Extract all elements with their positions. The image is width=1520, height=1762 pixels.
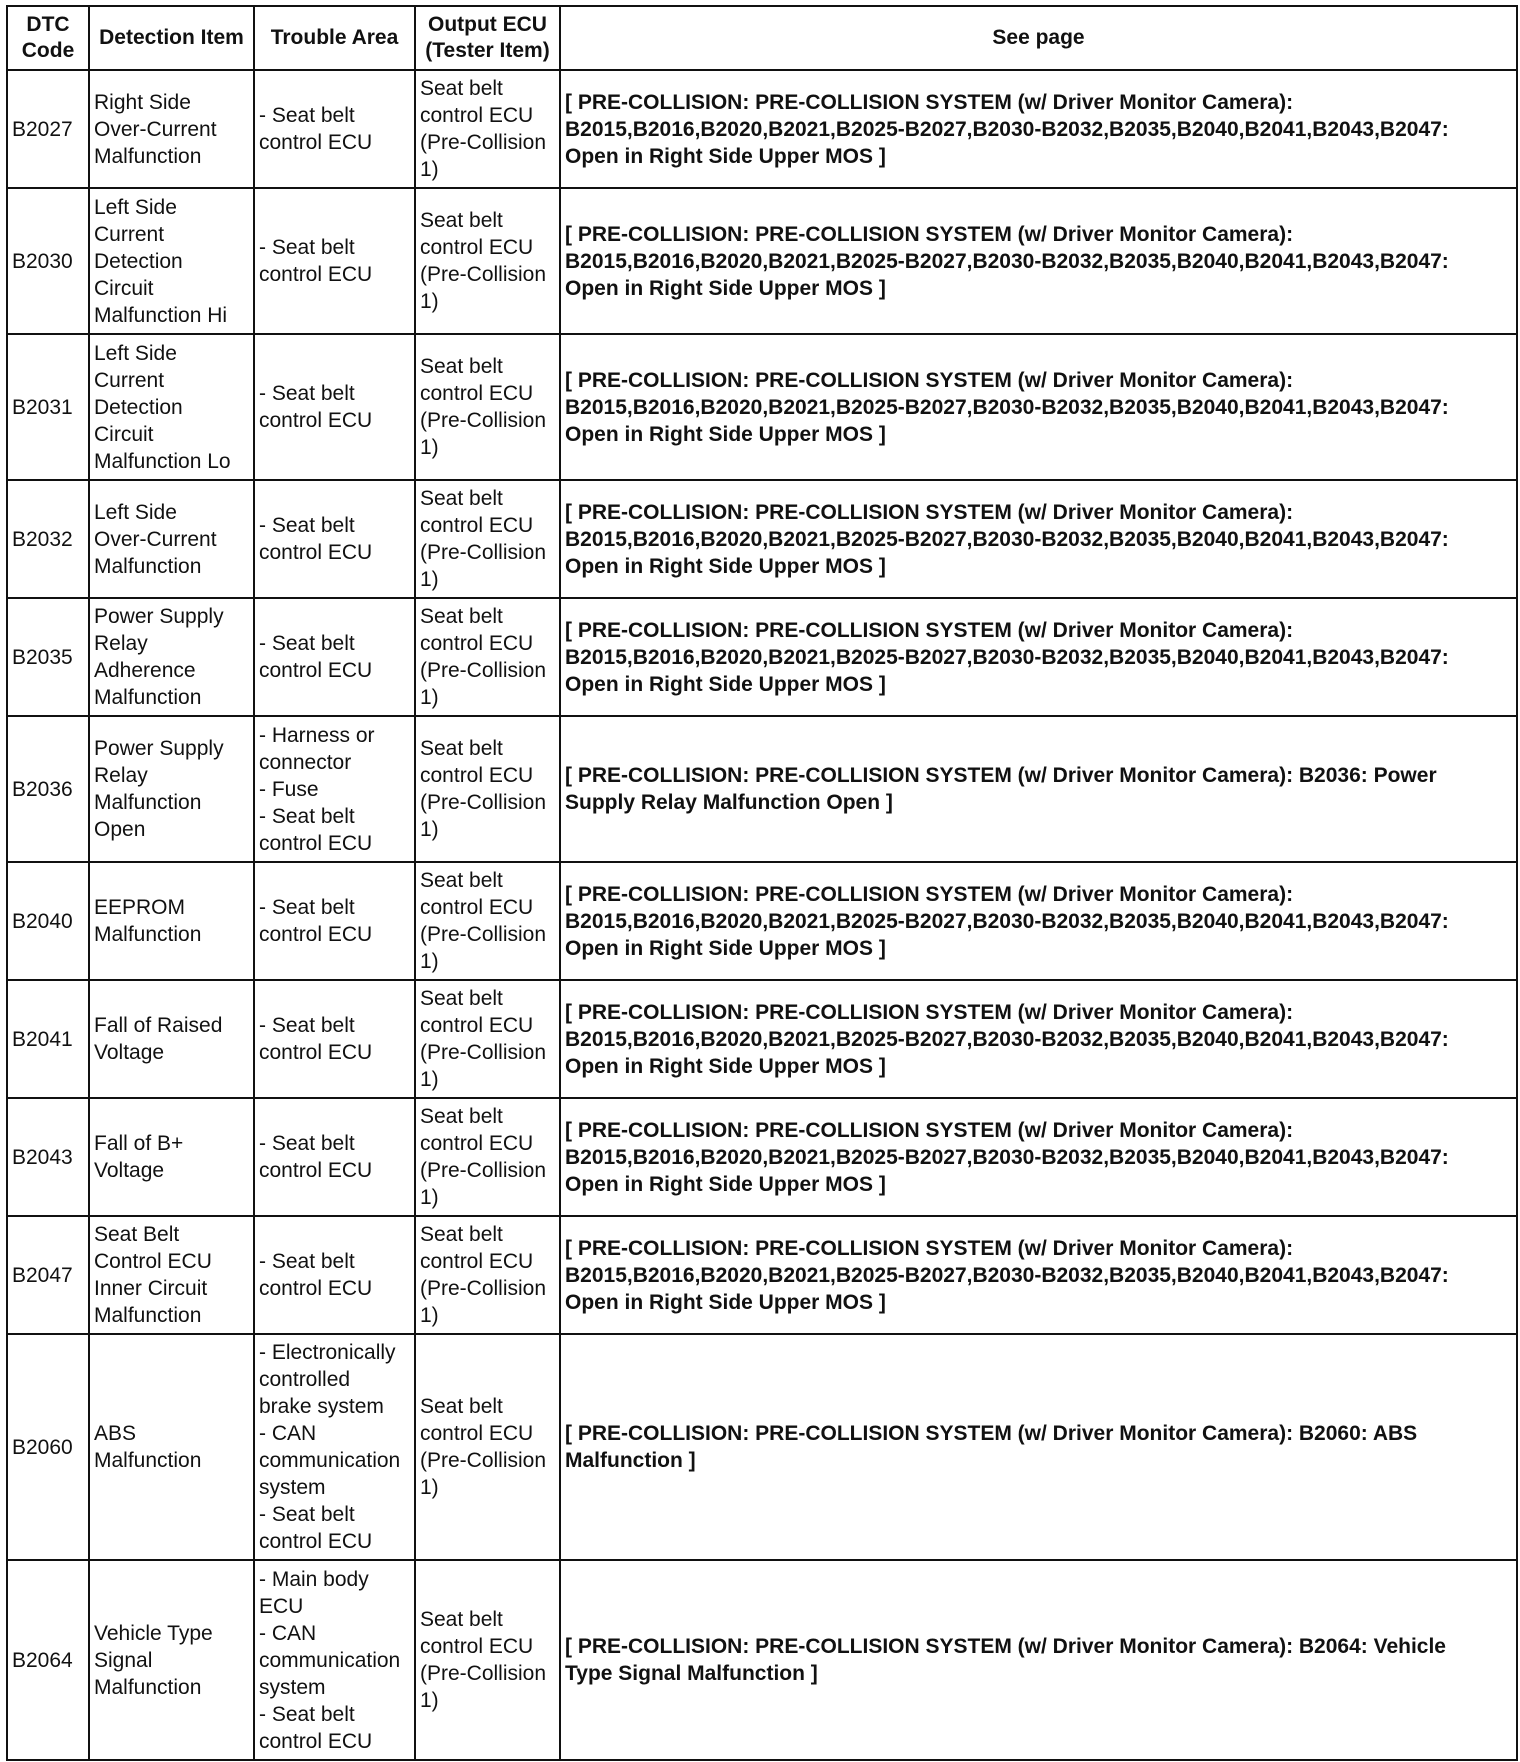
output-ecu-cell: Seat belt control ECU (Pre-Collision 1): [415, 1216, 560, 1334]
table-row: [7, 980, 1517, 1098]
detection-item-cell: EEPROM Malfunction: [89, 862, 254, 980]
output-ecu-cell: Seat belt control ECU (Pre-Collision 1): [415, 188, 560, 334]
table-row: [7, 716, 1517, 862]
dtc-code-cell: B2043: [7, 1098, 89, 1216]
detection-item-cell: Seat Belt Control ECU Inner Circuit Malfunction: [89, 1216, 254, 1334]
see-page-link[interactable]: [ PRE-COLLISION: PRE-COLLISION SYSTEM (w/ Driver Monitor Camera): B2015,B2016,B2020,B2021,B2025-B2027,B2030-B2032,B2035,B2040,B2041,B2043,B2047: Open in Right Side Upper MOS ]: [560, 1098, 1517, 1216]
dtc-code-cell: B2036: [7, 716, 89, 862]
detection-item-cell: Fall of Raised Voltage: [89, 980, 254, 1098]
table-row: [7, 1334, 1517, 1560]
table-row: [7, 1560, 1517, 1760]
dtc-code-cell: B2030: [7, 188, 89, 334]
trouble-area-cell: - Harness or connector - Fuse - Seat belt control ECU: [254, 716, 415, 862]
table-row: [7, 862, 1517, 980]
see-page-link[interactable]: [ PRE-COLLISION: PRE-COLLISION SYSTEM (w/ Driver Monitor Camera): B2015,B2016,B2020,B2021,B2025-B2027,B2030-B2032,B2035,B2040,B2041,B2043,B2047: Open in Right Side Upper MOS ]: [560, 1216, 1517, 1334]
trouble-area-cell: - Seat belt control ECU: [254, 188, 415, 334]
dtc-code-cell: B2031: [7, 334, 89, 480]
table-row: [7, 188, 1517, 334]
header-trouble-area: Trouble Area: [254, 6, 415, 70]
see-page-link[interactable]: [ PRE-COLLISION: PRE-COLLISION SYSTEM (w/ Driver Monitor Camera): B2015,B2016,B2020,B2021,B2025-B2027,B2030-B2032,B2035,B2040,B2041,B2043,B2047: Open in Right Side Upper MOS ]: [560, 480, 1517, 598]
see-page-link[interactable]: [ PRE-COLLISION: PRE-COLLISION SYSTEM (w/ Driver Monitor Camera): B2036: Power Supply Relay Malfunction Open ]: [560, 716, 1517, 862]
detection-item-cell: ABS Malfunction: [89, 1334, 254, 1560]
see-page-link[interactable]: [ PRE-COLLISION: PRE-COLLISION SYSTEM (w/ Driver Monitor Camera): B2060: ABS Malfunction ]: [560, 1334, 1517, 1560]
detection-item-cell: Right Side Over-Current Malfunction: [89, 70, 254, 188]
see-page-link[interactable]: [ PRE-COLLISION: PRE-COLLISION SYSTEM (w/ Driver Monitor Camera): B2064: Vehicle Type Signal Malfunction ]: [560, 1560, 1517, 1760]
detection-item-cell: Left Side Current Detection Circuit Malfunction Hi: [89, 188, 254, 334]
see-page-link[interactable]: [ PRE-COLLISION: PRE-COLLISION SYSTEM (w/ Driver Monitor Camera): B2015,B2016,B2020,B2021,B2025-B2027,B2030-B2032,B2035,B2040,B2041,B2043,B2047: Open in Right Side Upper MOS ]: [560, 862, 1517, 980]
table-row: [7, 1098, 1517, 1216]
table-row: [7, 598, 1517, 716]
detection-item-cell: Vehicle Type Signal Malfunction: [89, 1560, 254, 1760]
output-ecu-cell: Seat belt control ECU (Pre-Collision 1): [415, 862, 560, 980]
table-row: [7, 480, 1517, 598]
dtc-code-cell: B2047: [7, 1216, 89, 1334]
detection-item-cell: Power Supply Relay Malfunction Open: [89, 716, 254, 862]
output-ecu-cell: Seat belt control ECU (Pre-Collision 1): [415, 1098, 560, 1216]
header-dtc-code: DTC Code: [7, 6, 89, 70]
output-ecu-cell: Seat belt control ECU (Pre-Collision 1): [415, 716, 560, 862]
trouble-area-cell: - Main body ECU - CAN communication system - Seat belt control ECU: [254, 1560, 415, 1760]
trouble-area-cell: - Seat belt control ECU: [254, 598, 415, 716]
dtc-table: [6, 5, 1518, 1761]
table-row: [7, 334, 1517, 480]
dtc-code-cell: B2027: [7, 70, 89, 188]
output-ecu-cell: Seat belt control ECU (Pre-Collision 1): [415, 1334, 560, 1560]
detection-item-cell: Left Side Current Detection Circuit Malfunction Lo: [89, 334, 254, 480]
output-ecu-cell: Seat belt control ECU (Pre-Collision 1): [415, 334, 560, 480]
output-ecu-cell: Seat belt control ECU (Pre-Collision 1): [415, 70, 560, 188]
trouble-area-cell: - Seat belt control ECU: [254, 1098, 415, 1216]
output-ecu-cell: Seat belt control ECU (Pre-Collision 1): [415, 598, 560, 716]
dtc-code-cell: B2064: [7, 1560, 89, 1760]
output-ecu-cell: Seat belt control ECU (Pre-Collision 1): [415, 1560, 560, 1760]
dtc-table-container: [6, 5, 1516, 1761]
header-output-ecu: Output ECU (Tester Item): [415, 6, 560, 70]
see-page-link[interactable]: [ PRE-COLLISION: PRE-COLLISION SYSTEM (w/ Driver Monitor Camera): B2015,B2016,B2020,B2021,B2025-B2027,B2030-B2032,B2035,B2040,B2041,B2043,B2047: Open in Right Side Upper MOS ]: [560, 70, 1517, 188]
detection-item-cell: Power Supply Relay Adherence Malfunction: [89, 598, 254, 716]
see-page-link[interactable]: [ PRE-COLLISION: PRE-COLLISION SYSTEM (w/ Driver Monitor Camera): B2015,B2016,B2020,B2021,B2025-B2027,B2030-B2032,B2035,B2040,B2041,B2043,B2047: Open in Right Side Upper MOS ]: [560, 598, 1517, 716]
trouble-area-cell: - Seat belt control ECU: [254, 1216, 415, 1334]
trouble-area-cell: - Seat belt control ECU: [254, 862, 415, 980]
see-page-link[interactable]: [ PRE-COLLISION: PRE-COLLISION SYSTEM (w/ Driver Monitor Camera): B2015,B2016,B2020,B2021,B2025-B2027,B2030-B2032,B2035,B2040,B2041,B2043,B2047: Open in Right Side Upper MOS ]: [560, 188, 1517, 334]
trouble-area-cell: - Seat belt control ECU: [254, 334, 415, 480]
output-ecu-cell: Seat belt control ECU (Pre-Collision 1): [415, 980, 560, 1098]
detection-item-cell: Fall of B+ Voltage: [89, 1098, 254, 1216]
detection-item-cell: Left Side Over-Current Malfunction: [89, 480, 254, 598]
trouble-area-cell: - Seat belt control ECU: [254, 980, 415, 1098]
see-page-link[interactable]: [ PRE-COLLISION: PRE-COLLISION SYSTEM (w/ Driver Monitor Camera): B2015,B2016,B2020,B2021,B2025-B2027,B2030-B2032,B2035,B2040,B2041,B2043,B2047: Open in Right Side Upper MOS ]: [560, 980, 1517, 1098]
trouble-area-cell: - Electronically controlled brake system - CAN communication system - Seat belt control ECU: [254, 1334, 415, 1560]
header-detection-item: Detection Item: [89, 6, 254, 70]
see-page-link[interactable]: [ PRE-COLLISION: PRE-COLLISION SYSTEM (w/ Driver Monitor Camera): B2015,B2016,B2020,B2021,B2025-B2027,B2030-B2032,B2035,B2040,B2041,B2043,B2047: Open in Right Side Upper MOS ]: [560, 334, 1517, 480]
dtc-code-cell: B2032: [7, 480, 89, 598]
table-header-row: [7, 6, 1517, 70]
trouble-area-cell: - Seat belt control ECU: [254, 480, 415, 598]
table-row: [7, 1216, 1517, 1334]
table-row: [7, 70, 1517, 188]
dtc-code-cell: B2040: [7, 862, 89, 980]
dtc-code-cell: B2060: [7, 1334, 89, 1560]
trouble-area-cell: - Seat belt control ECU: [254, 70, 415, 188]
output-ecu-cell: Seat belt control ECU (Pre-Collision 1): [415, 480, 560, 598]
dtc-code-cell: B2041: [7, 980, 89, 1098]
header-see-page: See page: [560, 6, 1517, 70]
dtc-code-cell: B2035: [7, 598, 89, 716]
